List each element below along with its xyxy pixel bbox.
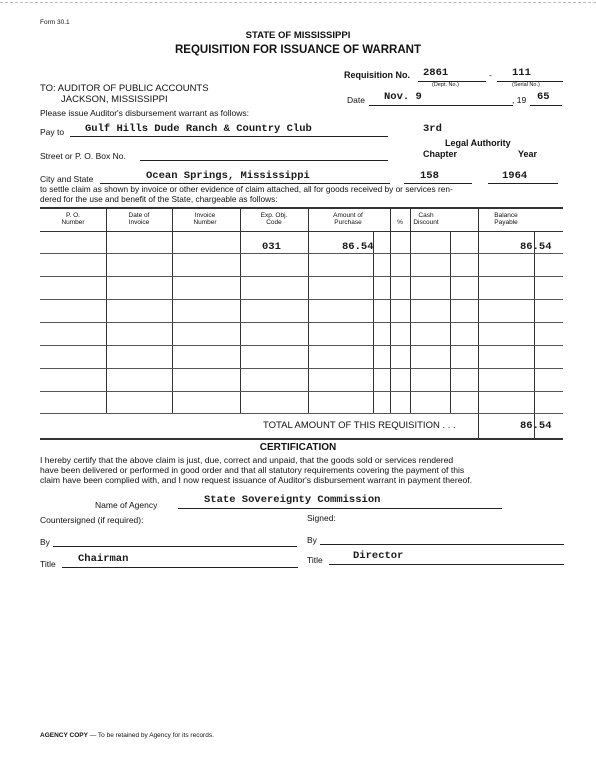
certification-line-1: I hereby certify that the above claim is just, due, correct and unpaid, that the goods sold or services rendered (40, 455, 454, 465)
table-top-border (40, 207, 563, 209)
header-amount-line1: Amount of (333, 212, 363, 219)
col-rule (390, 207, 391, 413)
chapter-value: 158 (420, 170, 439, 182)
to-line-1: TO: AUDITOR OF PUBLIC ACCOUNTS (40, 83, 209, 94)
title-line-left (62, 567, 298, 568)
header-percent: % (397, 219, 403, 226)
header-po-line1: P. O. (66, 212, 80, 219)
dept-no-caption: (Dept. No.) (432, 82, 459, 88)
serial-no-caption: (Serial No.) (512, 82, 540, 88)
header-invoice (172, 212, 238, 226)
total-value: 86.54 (520, 420, 552, 432)
row-rule (40, 391, 563, 392)
title-value-left: Chairman (78, 553, 129, 565)
row-amount: 86.54 (342, 241, 374, 253)
header-balance-line2: Payable (494, 219, 518, 226)
by-line-left (53, 546, 297, 547)
year-line (530, 105, 562, 106)
col-rule (240, 207, 241, 413)
date-value: Nov. 9 (384, 91, 422, 103)
title-label-right: Title (307, 555, 323, 565)
row-rule (40, 413, 563, 414)
form-title: REQUISITION FOR ISSUANCE OF WARRANT (175, 44, 421, 56)
authority-value: 3rd (423, 123, 442, 135)
requisition-dash: - (489, 70, 492, 80)
header-cash (410, 212, 442, 226)
row-exp-code: 031 (262, 241, 281, 253)
chapter-label: Chapter (423, 149, 458, 159)
col-rule (410, 207, 411, 413)
date-line (369, 105, 513, 106)
table-bottom-border (40, 438, 563, 440)
agency-value: State Sovereignty Commission (204, 494, 381, 506)
street-label: Street or P. O. Box No. (40, 151, 126, 161)
header-exp-line1: Exp. Obj. (260, 212, 288, 219)
instruction-text: Please issue Auditor's disbursement warrant as follows: (40, 108, 250, 118)
by-label-left: By (40, 537, 50, 547)
header-po-line2: Number (61, 219, 85, 226)
header-date-line2: Invoice (128, 219, 150, 226)
form-number: Form 30.1 (40, 19, 70, 26)
by-line-right (320, 544, 564, 545)
title-label-left: Title (40, 559, 56, 569)
header-amount-line2: Purchase (334, 219, 362, 226)
header-balance-line1: Balance (494, 212, 518, 219)
row-rule (40, 322, 563, 323)
header-date-line1: Date of (128, 212, 150, 219)
by-label-right: By (307, 535, 317, 545)
row-rule (40, 368, 563, 369)
col-rule (172, 207, 173, 413)
row-rule (40, 253, 563, 254)
col-rule (106, 207, 107, 413)
authority-year-value: 1964 (502, 170, 528, 182)
title-value-right: Director (353, 550, 404, 562)
row-rule (40, 299, 563, 300)
pay-to-line (70, 136, 388, 137)
requisition-label: Requisition No. (344, 70, 410, 80)
header-date (106, 212, 172, 226)
date-label: Date (347, 95, 365, 105)
row-rule (40, 345, 563, 346)
city-label: City and State (40, 174, 94, 184)
agency-line (178, 508, 502, 509)
row-rule (40, 276, 563, 277)
legal-authority-label: Legal Authority (445, 138, 511, 148)
col-rule (308, 207, 309, 413)
certification-heading: CERTIFICATION (259, 442, 337, 453)
settle-text-1: to settle claim as shown by invoice or other evidence of claim attached, all for goods received by or services ren- (40, 184, 453, 194)
header-invoice-line1: Invoice (194, 212, 216, 219)
signed-label: Signed: (307, 513, 336, 523)
header-cash-line2: Discount (413, 219, 439, 226)
footer-note (40, 732, 214, 739)
footer-rest: — To be retained by Agency for its records. (87, 732, 214, 739)
to-line-2: JACKSON, MISSISSIPPI (61, 94, 168, 105)
settle-text-2: dered for the use and benefit of the State, chargeable as follows: (40, 194, 278, 204)
title-line-right (329, 564, 564, 565)
page-top-border (0, 2, 596, 3)
certification-line-3: claim have been complied with, and I now request issuance of Auditor's disbursement warrant in payment thereof. (40, 475, 473, 485)
col-rule (534, 231, 535, 438)
total-label: TOTAL AMOUNT OF THIS REQUISITION . . . (263, 420, 456, 431)
city-value: Ocean Springs, Mississippi (146, 170, 310, 182)
state-heading: STATE OF MISSISSIPPI (245, 30, 351, 41)
year-value: 65 (537, 91, 550, 103)
street-line (140, 160, 388, 161)
countersigned-label: Countersigned (if required): (40, 515, 144, 525)
footer-bold: AGENCY COPY (40, 732, 88, 739)
agency-label: Name of Agency (95, 500, 158, 510)
serial-no-value: 111 (512, 67, 531, 79)
year-prefix: , 19 (512, 95, 527, 105)
certification-line-2: have been delivered or performed in good order and that all statutory requirements covering the payment of this (40, 465, 465, 475)
header-cash-line1: Cash (418, 212, 434, 219)
row-balance: 86.54 (520, 241, 552, 253)
dept-no-value: 2861 (423, 67, 449, 79)
header-po (40, 212, 106, 226)
pay-to-value: Gulf Hills Dude Ranch & Country Club (85, 123, 312, 135)
header-balance (478, 212, 534, 226)
header-exp-line2: Code (266, 219, 282, 226)
pay-to-label: Pay to (40, 127, 65, 137)
header-exp (240, 212, 308, 226)
header-invoice-line2: Number (193, 219, 217, 226)
table-header-border (40, 231, 563, 232)
authority-year-line (488, 183, 558, 184)
year-label: Year (518, 149, 538, 159)
header-amount (308, 212, 388, 226)
